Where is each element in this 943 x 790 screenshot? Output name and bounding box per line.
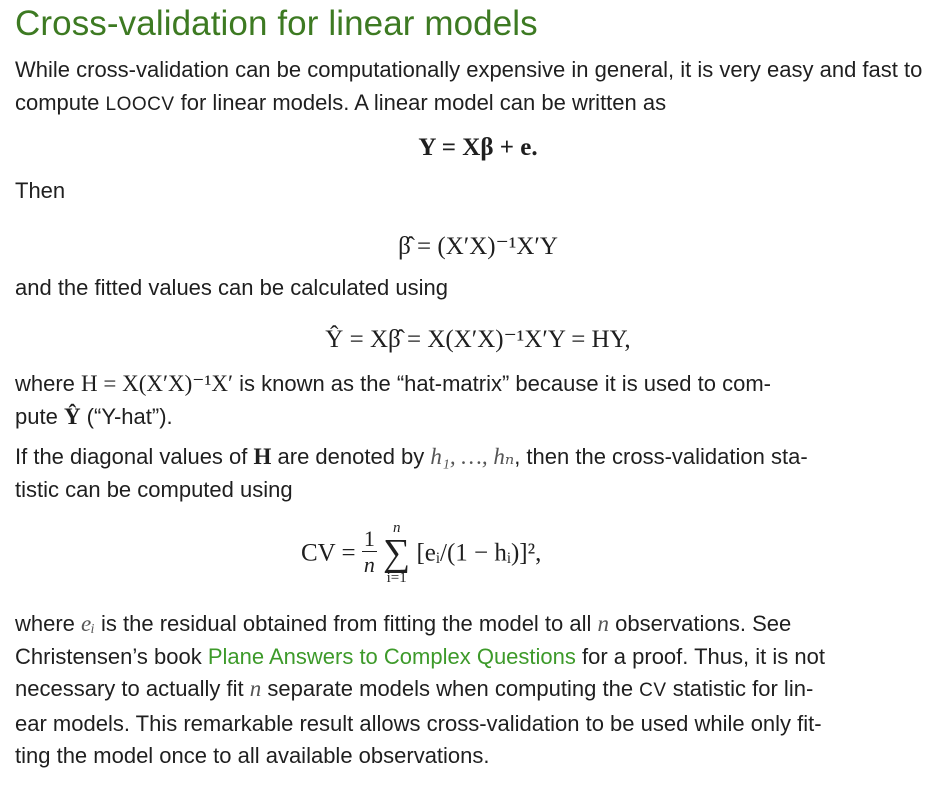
h-matrix-symbol: H: [253, 444, 272, 469]
hat-text-a: is known as the “hat-matrix” because it is used to com-: [232, 371, 771, 396]
equation-cv: [15, 506, 927, 608]
diag-line2: tistic can be computed using: [15, 476, 293, 502]
intro-paragraph: [15, 54, 927, 121]
final-line1-a: where: [15, 611, 82, 636]
residual-symbol: eᵢ: [81, 611, 95, 636]
intro-text-a: While cross-validation can be computationally expensive in general, it is very easy and fast to compute: [15, 57, 923, 115]
equation-linear-model: Y = Xβ + e.: [418, 134, 538, 161]
sigma-symbol: ∑: [383, 532, 411, 574]
book-link[interactable]: Plane Answers to Complex Questions: [207, 643, 576, 669]
hat-matrix-paragraph: [15, 368, 927, 433]
hat-line2-b: (“Y-hat”).: [80, 403, 173, 429]
intro-text-b: for linear models. A linear model can be written as: [174, 89, 667, 115]
n-symbol-2: n: [249, 676, 262, 701]
sum-upper: n: [392, 520, 401, 536]
cv-lhs: CV =: [301, 539, 362, 567]
final-line3-c: statistic for lin-: [666, 676, 814, 701]
cv-abbr: CV: [639, 680, 667, 701]
diag-text-c: , then the cross-validation sta-: [514, 444, 808, 469]
cv-body: [eᵢ/(1 − hᵢ)]²,: [416, 539, 542, 567]
h-sequence: h₁, …, hₙ: [430, 444, 515, 469]
summation: [383, 520, 410, 586]
conclusion-paragraph: [15, 608, 927, 773]
final-line3-a: necessary to actually fit: [15, 676, 250, 701]
n-symbol-1: n: [597, 611, 610, 636]
loocv-abbr: LOOCV: [105, 93, 175, 115]
sum-lower: i=1: [386, 570, 407, 586]
cv-denominator: n: [363, 551, 375, 577]
fitted-intro-text: and the fitted values can be calculated using: [15, 274, 448, 300]
cv-numerator: 1: [363, 525, 375, 551]
final-line3-b: separate models when computing the: [261, 676, 640, 701]
final-line2-b: for a proof. Thus, it is not: [575, 643, 825, 669]
final-line1-c: observations. See: [609, 611, 792, 636]
final-line4: ear models. This remarkable result allows cross-validation to be used while only fit-: [15, 710, 822, 736]
cv-fraction: [362, 527, 377, 578]
equation-fitted-values: Ŷ = Xβ̂ = X(X′X)⁻¹X′Y = HY,: [325, 326, 631, 353]
diagonal-paragraph: [15, 441, 927, 506]
section-title: Cross-validation for linear models: [15, 4, 538, 43]
equation-beta-hat: β̂ = (X′X)⁻¹X′Y: [398, 232, 558, 260]
final-line5: ting the model once to all available observations.: [15, 743, 490, 768]
final-line1-b: is the residual obtained from fitting the model to all: [94, 611, 598, 636]
then-text: Then: [15, 178, 66, 203]
diag-text-b: are denoted by: [271, 444, 431, 469]
hat-line2-a: pute: [15, 403, 64, 429]
hat-matrix-def: H = X(X′X)⁻¹X′: [81, 371, 233, 396]
final-line2-a: Christensen’s book: [15, 643, 208, 669]
y-hat-symbol: Ŷ: [63, 403, 81, 429]
hat-where: where: [15, 371, 82, 396]
diag-text-a: If the diagonal values of: [15, 444, 254, 469]
